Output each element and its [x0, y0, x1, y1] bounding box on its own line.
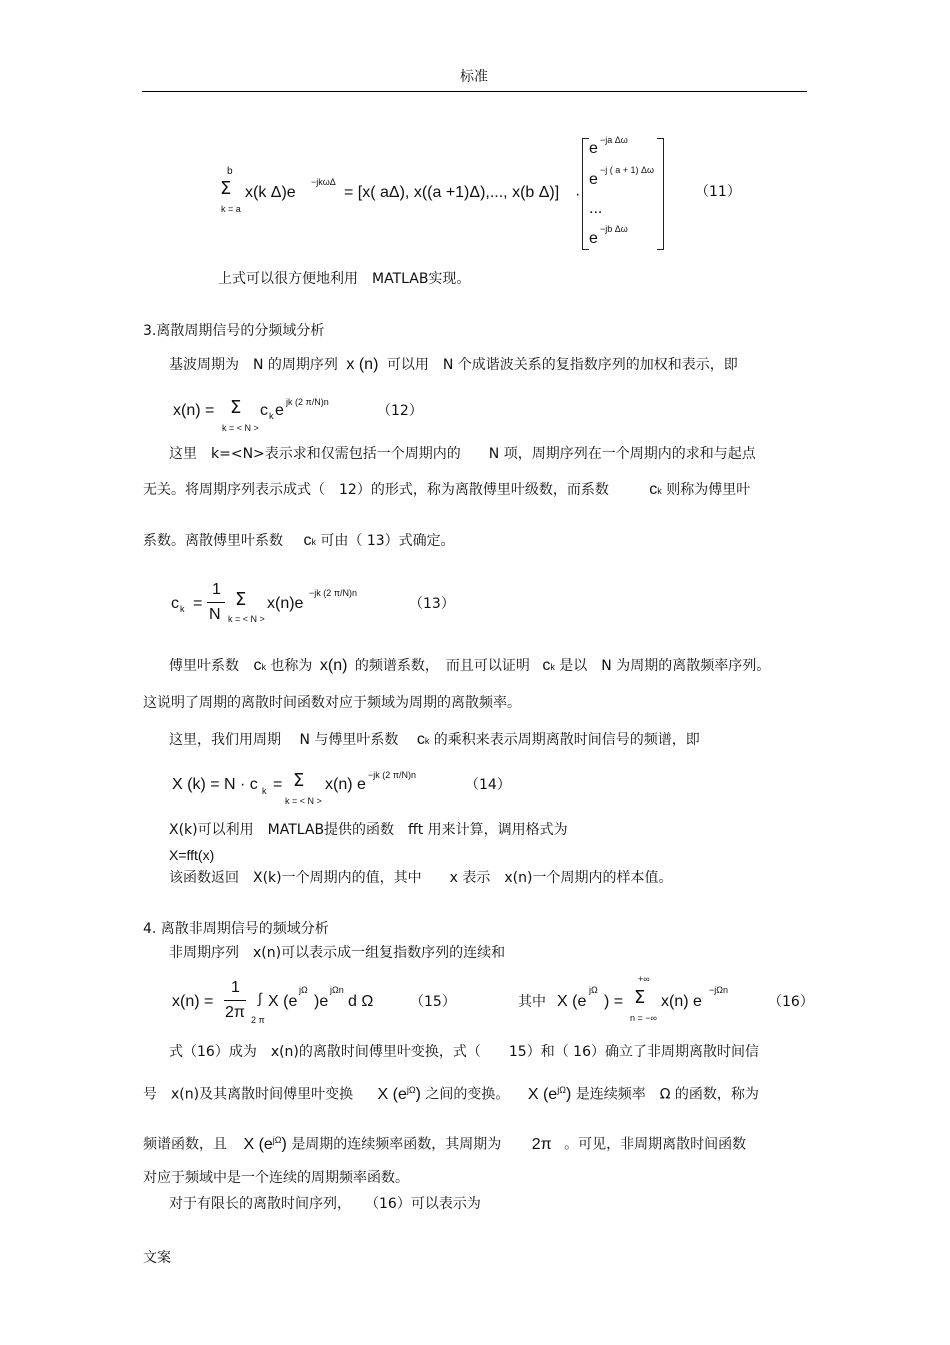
s4-paragraph-4 — [143, 1131, 746, 1154]
sum-lower-limit: k = a — [221, 204, 241, 214]
eq16-body: x(n) e — [661, 993, 702, 1010]
s4-p3-x1-exp: jΩ — [406, 1085, 416, 1095]
eq14-body: x(n) e — [325, 776, 366, 793]
s3-p7-text-a: 这里，我们用周期 N 与傅里叶系数 — [169, 732, 399, 748]
s3-paragraph-6: 这说明了周期的离散时间函数对应于频域为周期的离散频率。 — [143, 695, 521, 711]
matrix-right-bracket — [657, 138, 664, 250]
s3-p3-text-a: 无关。将周期序列表示成式（ 12）的形式，称为离散傅里叶级数，而系数 — [143, 482, 609, 498]
s4-p3-text-b: 之间的变换。 — [425, 1086, 510, 1103]
eq13-frac-bar — [207, 602, 225, 603]
eq15-exp-2: jΩn — [330, 985, 344, 995]
s3-code-line: X=fft(x) — [169, 847, 215, 863]
s4-p4-x: X (e — [243, 1135, 273, 1153]
s3-p5-ck1-sub: k — [261, 662, 266, 672]
eq13-frac-den: N — [209, 606, 221, 623]
eq16-sum-symbol: Σ — [634, 987, 646, 1008]
eq16-label: 其中 — [518, 994, 546, 1010]
s3-p5-xn: x(n) — [319, 657, 348, 674]
s4-p3-text-a: 号 x(n)及其离散时间傅里叶变换 — [143, 1086, 354, 1103]
s3-p3-text-b: 则称为傅里叶 — [666, 482, 751, 498]
s4-p4-x-exp: jΩ — [272, 1135, 282, 1145]
eq12-ck: c — [260, 402, 268, 419]
eq13-body: x(n)e — [267, 595, 304, 612]
eq11-lhs: x(k Δ)e — [245, 184, 296, 201]
eq12-ck-sub: k — [269, 411, 274, 421]
eq16-number: （16） — [768, 994, 814, 1010]
eq14-exponent: −jk (2 π/N)n — [368, 770, 416, 780]
s3-paragraph-1 — [169, 356, 738, 374]
eq14-lhs: X (k) = N · c — [172, 776, 258, 793]
s3-p5-text-b: 也称为 — [270, 658, 313, 674]
s3-paragraph-10: 该函数返回 X(k)一个周期内的值，其中 x 表示 x(n)一个周期内的样本值。 — [169, 870, 673, 886]
s4-p3-x2: X (e — [527, 1085, 558, 1103]
s4-p4-text-c: 。可见，非周期离散时间函数 — [564, 1136, 747, 1153]
eq15-integral: ∫ — [258, 990, 262, 1006]
eq13-ck: c — [171, 595, 179, 612]
eq15-body-1: X (e — [268, 993, 298, 1010]
eq12-number: （12） — [377, 403, 423, 419]
eq13-sum-lower: k = < N > — [228, 614, 265, 624]
eq14-number: （14） — [465, 777, 511, 793]
matrix-entry-3: ... — [589, 200, 603, 217]
s4-p4-text-a: 频谱函数，且 — [143, 1136, 227, 1153]
eq15-exp-1: jΩ — [299, 985, 308, 995]
s4-paragraph-3 — [143, 1081, 759, 1104]
matrix-entry-1-exp: −ja Δω — [600, 135, 628, 145]
eq15-frac-den: 2π — [225, 1004, 245, 1021]
paragraph-matlab: 上式可以很方便地利用 MATLAB实现。 — [218, 271, 471, 287]
s4-p3-x1-close: ) — [415, 1085, 421, 1103]
eq14-sum-symbol: Σ — [293, 770, 305, 791]
s4-p3-x1: X (e — [377, 1085, 407, 1103]
s3-p3-ck-sub: k — [657, 486, 662, 496]
eq15-number: （15） — [410, 994, 456, 1010]
eq13-ck-sub: k — [180, 604, 185, 614]
eq16-sum-upper: +∞ — [638, 974, 650, 984]
eq13-sum-symbol: Σ — [235, 589, 247, 610]
eq12-sum-symbol: Σ — [230, 397, 242, 418]
s3-p7-text-b: 的乘积来表示周期离散时间信号的频谱，即 — [433, 732, 700, 748]
eq16-sum-lower: n = −∞ — [630, 1013, 657, 1023]
eq16-body-exp: −jΩn — [709, 985, 728, 995]
eq12-e: e — [275, 402, 284, 419]
eq12-exponent: jk (2 π/N)n — [286, 397, 329, 407]
s4-p4-x-close: ) — [281, 1135, 287, 1153]
s3-p5-text-d: 是以 N 为周期的离散频率序列。 — [559, 658, 771, 674]
s3-paragraph-8: X(k)可以利用 MATLAB提供的函数 fft 用来计算，调用格式为 — [169, 822, 568, 838]
eq15-frac-num: 1 — [231, 979, 240, 996]
s3-p3-ck: c — [649, 481, 658, 498]
s3-p4-text-a: 系数。离散傅里叶系数 — [143, 533, 283, 549]
s4-p4-text-b: 是周期的连续频率函数，其周期为 — [291, 1136, 502, 1153]
header-rule — [142, 91, 807, 92]
eq13-equals: = — [193, 595, 203, 612]
matrix-entry-4: e — [589, 230, 598, 247]
matrix-entry-4-exp: −jb Δω — [600, 224, 628, 234]
eq11-rhs: = [x( aΔ), x((a +1)Δ),..., x(b Δ)] — [344, 184, 560, 201]
eq12-lhs: x(n) = — [173, 402, 215, 419]
eq16-lhs-close: ) = — [604, 993, 624, 1010]
s3-p5-ck2-sub: k — [550, 662, 555, 672]
s3-p1-xn: x (n) — [346, 356, 379, 373]
s3-paragraph-3 — [143, 481, 750, 500]
s3-p7-ck-sub: k — [424, 736, 430, 746]
eq16-lhs: X (e — [557, 993, 587, 1010]
matrix-entry-1: e — [589, 140, 598, 157]
s3-p4-ck: c — [303, 532, 312, 549]
eq13-number: （13） — [409, 596, 455, 612]
s3-p4-text-b: 可由（ 13）式确定。 — [320, 533, 455, 549]
s4-paragraph-2: 式（16）成为 x(n)的离散时间傅里叶变换，式（ 15）和（ 16）确立了非周期离散时间信 — [169, 1044, 759, 1060]
s4-p3-x2-exp: jΩ — [557, 1085, 566, 1095]
s3-p7-ck: c — [416, 731, 425, 748]
eq14-ck-sub: k — [262, 786, 267, 796]
s4-p3-x2-close: ) — [565, 1085, 572, 1103]
s3-p5-ck1: c — [253, 657, 262, 674]
s3-paragraph-2: 这里 k=<N>表示求和仅需包括一个周期内的 N 项，周期序列在一个周期内的求和与起点 — [169, 446, 756, 462]
eq11-lhs-exponent: −jkωΔ — [311, 177, 336, 187]
eq16-lhs-exp: jΩ — [589, 985, 598, 995]
section-3-heading: 3.离散周期信号的分频域分析 — [143, 323, 325, 339]
eq15-lhs: x(n) = — [172, 993, 214, 1010]
eq12-sum-lower: k = < N > — [222, 423, 259, 433]
eq15-int-lower: 2 π — [251, 1015, 265, 1025]
matrix-entry-2: e — [589, 171, 598, 188]
s4-paragraph-1: 非周期序列 x(n)可以表示成一组复指数序列的连续和 — [169, 945, 506, 961]
s3-p4-ck-sub: k — [311, 537, 316, 547]
s3-p5-text-c: 的频谱系数， 而且可以证明 — [354, 658, 530, 674]
eq15-body-2: )e — [314, 993, 329, 1010]
s3-paragraph-7 — [169, 731, 700, 750]
matrix-left-bracket — [582, 138, 589, 250]
s3-p5-ck2: c — [542, 657, 551, 674]
s4-paragraph-6: 对于有限长的离散时间序列， （16）可以表示为 — [169, 1196, 481, 1212]
page-header: 标准 — [460, 69, 488, 85]
s4-p3-text-c: 是连续频率 Ω 的函数，称为 — [575, 1086, 759, 1103]
eq13-exponent: −jk (2 π/N)n — [309, 588, 357, 598]
s3-paragraph-4 — [143, 532, 455, 551]
eq15-body-3: d Ω — [348, 993, 374, 1010]
eq11-dot: · — [575, 186, 581, 203]
eq14-equals: = — [273, 776, 283, 793]
s3-p5-text-a: 傅里叶系数 — [169, 658, 239, 674]
s3-paragraph-5 — [169, 657, 770, 676]
eq15-frac-bar — [224, 1000, 246, 1001]
s4-p4-period: 2π — [531, 1135, 552, 1153]
sum-upper-limit: b — [227, 166, 233, 177]
s3-p1-text-b: 可以用 N 个成谐波关系的复指数序列的加权和表示，即 — [386, 357, 738, 373]
eq13-frac-num: 1 — [212, 581, 221, 598]
eq14-sum-lower: k = < N > — [285, 796, 322, 806]
s4-paragraph-5: 对应于频域中是一个连续的周期频率函数。 — [143, 1170, 409, 1186]
sum-symbol: Σ — [220, 178, 232, 199]
page-footer: 文案 — [143, 1250, 171, 1266]
matrix-entry-2-exp: −j ( a + 1) Δω — [600, 165, 655, 175]
section-4-heading: 4. 离散非周期信号的频域分析 — [143, 921, 329, 937]
eq11-number: （11） — [695, 184, 741, 200]
s3-p1-text-a: 基波周期为 N 的周期序列 — [169, 357, 338, 373]
